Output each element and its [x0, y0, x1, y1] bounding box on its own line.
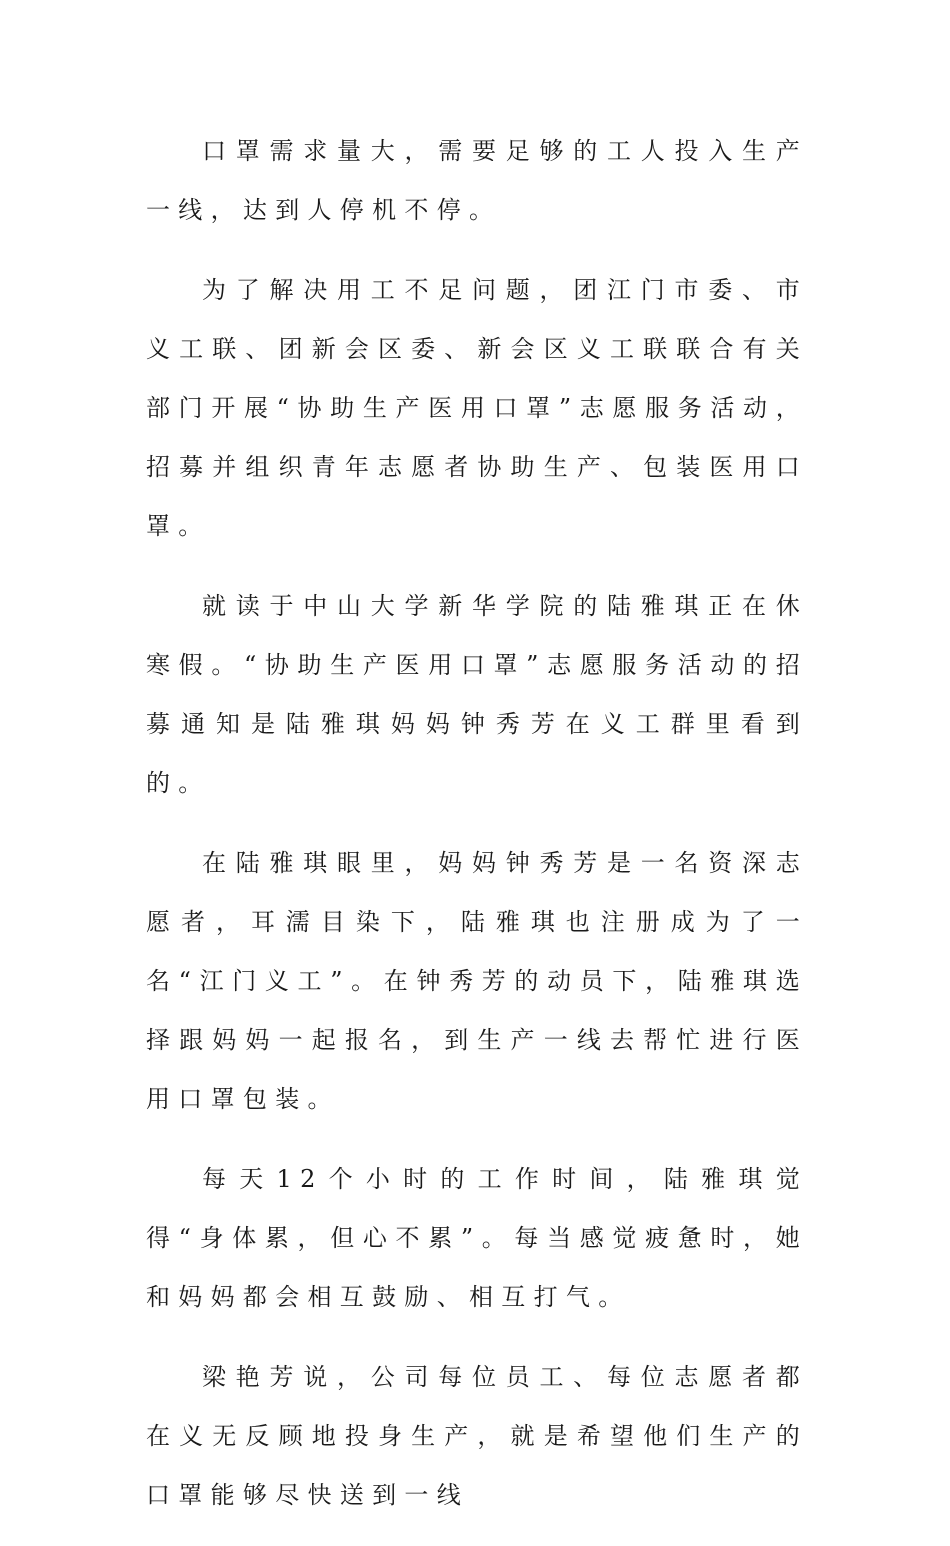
paragraph-5: 每天12个小时的工作时间，陆雅琪觉得“身体累，但心不累”。每当感觉疲惫时，她和妈妈都会相互鼓励、相互打气。: [146, 1165, 808, 1311]
paragraph-2: 为了解决用工不足问题，团江门市委、市义工联、团新会区委、新会区义工联联合有关部门开展“协助生产医用口罩”志愿服务活动，招募并组织青年志愿者协助生产、包装医用口罩。: [146, 276, 808, 540]
paragraph-1: 口罩需求量大，需要足够的工人投入生产一线，达到人停机不停。: [146, 137, 808, 224]
paragraph-3: 就读于中山大学新华学院的陆雅琪正在休寒假。“协助生产医用口罩”志愿服务活动的招募通知是陆雅琪妈妈钟秀芳在义工群里看到的。: [146, 592, 808, 797]
document-body: [146, 122, 808, 1546]
paragraph-6: 梁艳芳说，公司每位员工、每位志愿者都在义无反顾地投身生产，就是希望他们生产的口罩能够尽快送到一线: [146, 1363, 808, 1509]
paragraph-4: 在陆雅琪眼里，妈妈钟秀芳是一名资深志愿者，耳濡目染下，陆雅琪也注册成为了一名“江门义工”。在钟秀芳的动员下，陆雅琪选择跟妈妈一起报名，到生产一线去帮忙进行医用口罩包装。: [146, 849, 808, 1113]
